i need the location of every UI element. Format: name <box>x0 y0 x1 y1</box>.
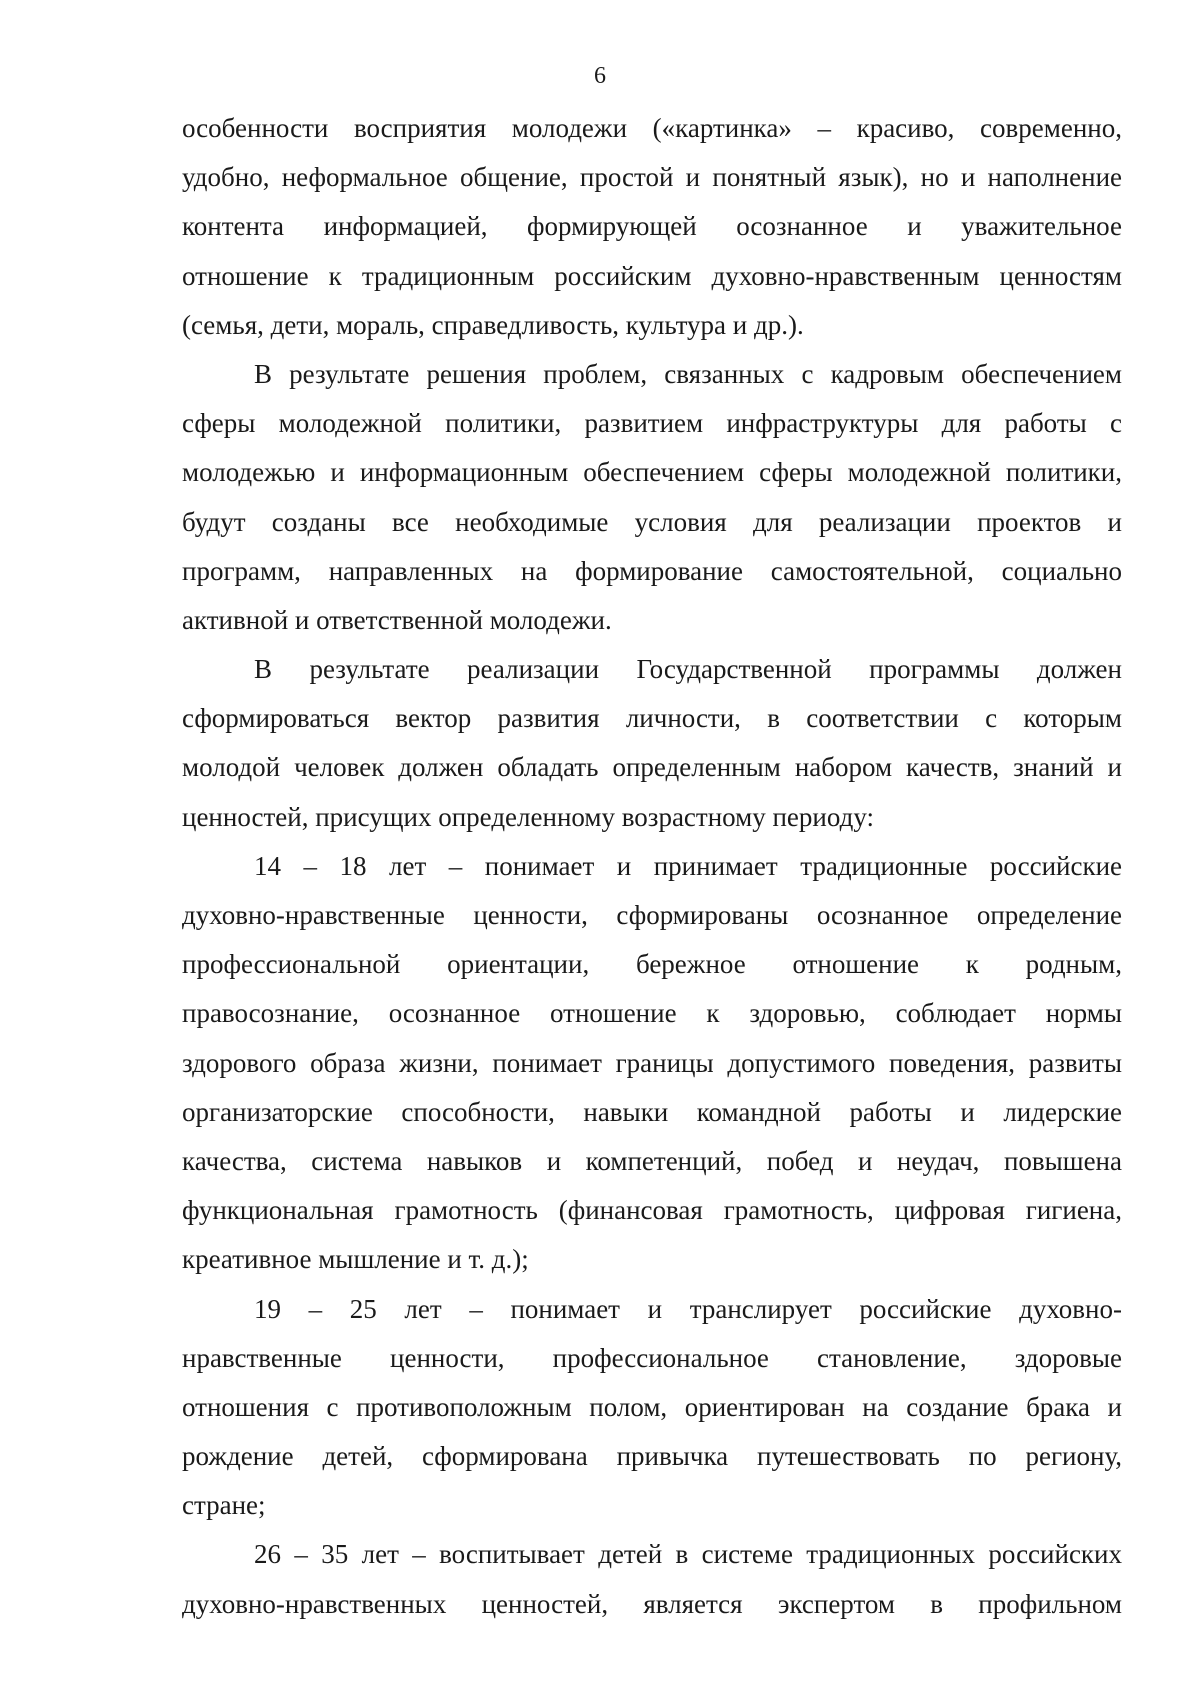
text-line: активной и ответственной молодежи. <box>182 604 612 635</box>
text-line: организаторские способности, навыки командной работы и лидерские <box>182 1096 1122 1127</box>
text-line: В результате решения проблем, связанных с кадровым обеспечением <box>254 358 1122 389</box>
text-line: стране; <box>182 1490 266 1521</box>
text-line: молодежью и информационным обеспечением сферы молодежной политики, <box>182 457 1122 488</box>
text-line: удобно, неформальное общение, простой и понятный язык), но и наполнение <box>182 162 1122 193</box>
text-line: функциональная грамотность (финансовая грамотность, цифровая гигиена, <box>182 1195 1122 1226</box>
text-line: духовно-нравственных ценностей, является экспертом в профильном <box>182 1588 1122 1619</box>
text-line: молодой человек должен обладать определенным набором качеств, знаний и <box>182 752 1122 783</box>
text-line: нравственные ценности, профессиональное становление, здоровые <box>182 1342 1122 1373</box>
text-line: особенности восприятия молодежи («картинка» – красиво, современно, <box>182 113 1122 143</box>
text-line: программ, направленных на формирование самостоятельной, социально <box>182 555 1122 586</box>
text-line: ценностей, присущих определенному возрастному периоду: <box>182 801 874 832</box>
page-number: 6 <box>594 63 606 89</box>
text-line: духовно-нравственные ценности, сформированы осознанное определение <box>182 900 1122 930</box>
text-line: здорового образа жизни, понимает границы допустимого поведения, развиты <box>182 1047 1122 1078</box>
text-line: (семья, дети, мораль, справедливость, культура и др.). <box>182 309 804 340</box>
text-line: 19 – 25 лет – понимает и транслирует российские духовно- <box>254 1293 1122 1324</box>
text-line: В результате реализации Государственной программы должен <box>254 654 1122 685</box>
text-line: отношение к традиционным российским духовно-нравственным ценностям <box>182 260 1122 291</box>
text-line: сформироваться вектор развития личности, в соответствии с которым <box>182 703 1122 734</box>
text-line: контента информацией, формирующей осознанное и уважительное <box>182 211 1122 242</box>
text-line: будут созданы все необходимые условия для реализации проектов и <box>182 506 1122 537</box>
text-line: 14 – 18 лет – понимает и принимает традиционные российские <box>254 850 1122 881</box>
text-line: профессиональной ориентации, бережное отношение к родным, <box>182 949 1122 980</box>
paragraph-age-19-25 <box>182 1285 1122 1531</box>
text-line: креативное мышление и т. д.); <box>182 1244 529 1275</box>
text-line: рождение детей, сформирована привычка путешествовать по региону, <box>182 1441 1122 1472</box>
text-line: правосознание, осознанное отношение к здоровью, соблюдает нормы <box>182 998 1122 1029</box>
text-line: отношения с противоположным полом, ориентирован на создание брака и <box>182 1391 1122 1422</box>
paragraph-age-26-35 <box>182 1530 1122 1628</box>
text-line: качества, система навыков и компетенций, побед и неудач, повышена <box>182 1145 1122 1176</box>
document-body <box>182 104 1122 1629</box>
text-line: сферы молодежной политики, развитием инфраструктуры для работы с <box>182 408 1122 439</box>
paragraph-staffing-results <box>182 350 1122 645</box>
paragraph-age-14-18 <box>182 842 1122 1285</box>
paragraph-program-results <box>182 645 1122 842</box>
paragraph-youth-perception <box>182 104 1122 350</box>
text-line: 26 – 35 лет – воспитывает детей в системе традиционных российских <box>254 1539 1122 1570</box>
